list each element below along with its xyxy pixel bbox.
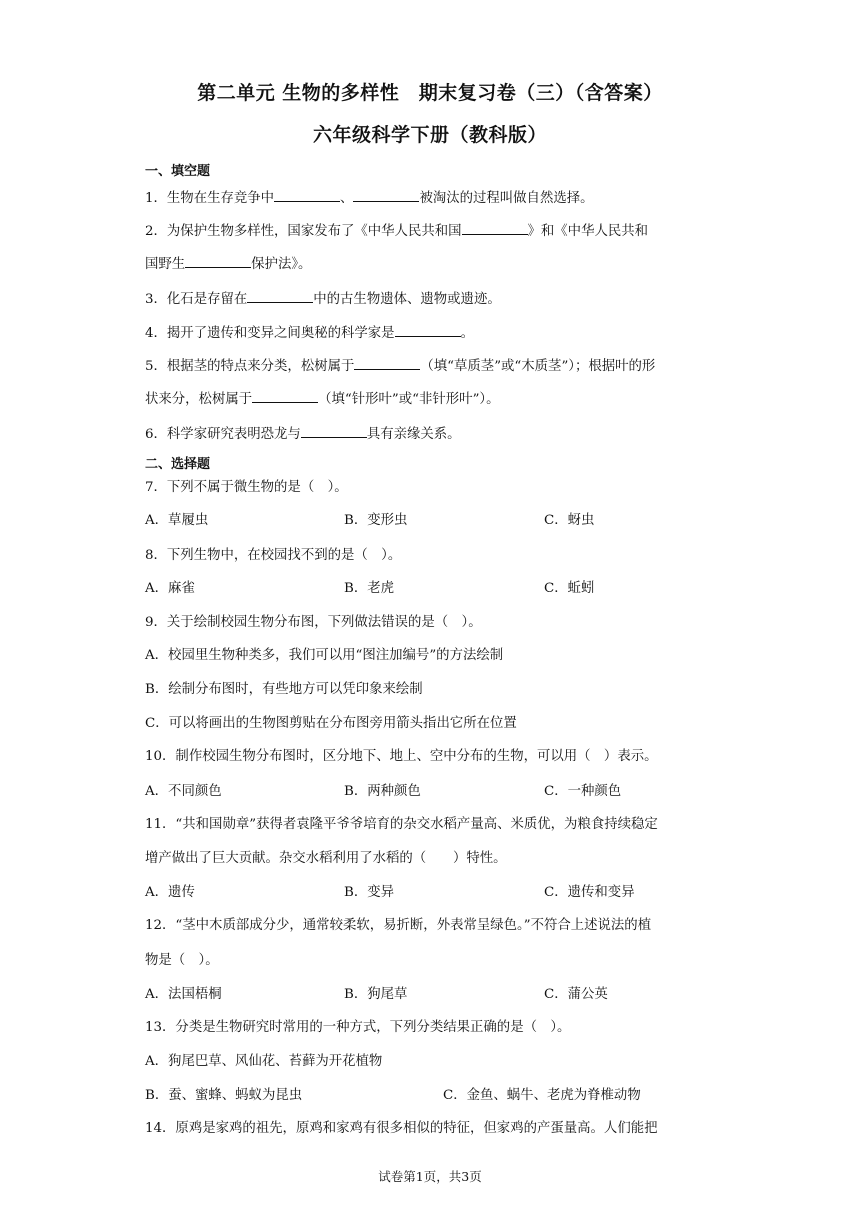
- question-9: 9．关于绘制校园生物分布图，下列做法错误的是（ ）。: [145, 615, 482, 630]
- answer-blank[interactable]: [247, 290, 313, 303]
- option-c[interactable]: C．可以将画出的生物图剪贴在分布图旁用箭头指出它所在位置: [145, 716, 517, 731]
- option-c[interactable]: C．蚯蚓: [544, 581, 595, 596]
- question-12-cont: 物是（ ）。: [145, 953, 219, 968]
- option-c[interactable]: C．一种颜色: [544, 784, 622, 799]
- question-2: 2．为保护生物多样性，国家发布了《中华人民共和国 》和《中华人民共和: [145, 224, 649, 239]
- option-b[interactable]: B．变形虫: [344, 513, 408, 528]
- option-c[interactable]: C．遗传和变异: [544, 885, 635, 900]
- question-7: 7．下列不属于微生物的是（ ）。: [145, 480, 348, 495]
- option-a[interactable]: A．法国梧桐: [145, 987, 222, 1002]
- question-2-cont: 国野生 保护法》。: [145, 257, 312, 272]
- option-b[interactable]: B．变异: [344, 885, 395, 900]
- option-b[interactable]: B．狗尾草: [344, 987, 408, 1002]
- question-6: 6．科学家研究表明恐龙与 具有亲缘关系。: [145, 427, 461, 442]
- section-heading-fill-blank: 一、填空题: [145, 164, 211, 179]
- question-14: 14．原鸡是家鸡的祖先，原鸡和家鸡有很多相似的特征，但家鸡的产蛋量高。人们能把: [145, 1121, 658, 1136]
- answer-blank[interactable]: [354, 357, 420, 370]
- option-b[interactable]: B．老虎: [344, 581, 395, 596]
- option-a[interactable]: A．狗尾巴草、风仙花、苔藓为开花植物: [145, 1054, 383, 1069]
- question-5-cont: 状来分，松树属于 （填“针形叶”或“非针形叶”）。: [145, 392, 500, 407]
- answer-blank[interactable]: [185, 255, 251, 268]
- question-11-cont: 增产做出了巨大贡献。杂交水稻利用了水稻的（ ）特性。: [145, 851, 507, 866]
- answer-blank[interactable]: [353, 189, 419, 202]
- answer-blank[interactable]: [301, 425, 367, 438]
- option-b[interactable]: B．绘制分布图时，有些地方可以凭印象来绘制: [145, 682, 423, 697]
- answer-blank[interactable]: [274, 189, 340, 202]
- page-footer: 试卷第1页，共3页: [378, 1169, 482, 1184]
- question-1: 1．生物在生存竞争中 、 被淘汰的过程叫做自然选择。: [145, 191, 594, 206]
- question-13: 13．分类是生物研究时常用的一种方式，下列分类结果正确的是（ ）。: [145, 1020, 571, 1035]
- answer-blank[interactable]: [395, 324, 461, 337]
- option-c[interactable]: C．金鱼、蜗牛、老虎为脊椎动物: [443, 1088, 641, 1103]
- page-title: 第二单元 生物的多样性 期末复习卷（三）（含答案）: [197, 82, 663, 104]
- question-4: 4．揭开了遗传和变异之间奥秘的科学家是 。: [145, 326, 474, 341]
- question-11: 11．“共和国勋章”获得者袁隆平爷爷培育的杂交水稻产量高、米质优，为粮食持续稳定: [145, 817, 658, 832]
- option-a[interactable]: A．草履虫: [145, 513, 209, 528]
- section-heading-multiple-choice: 二、选择题: [145, 457, 211, 472]
- question-8: 8．下列生物中，在校园找不到的是（ ）。: [145, 548, 402, 563]
- answer-blank[interactable]: [462, 222, 528, 235]
- option-b[interactable]: B．两种颜色: [344, 784, 421, 799]
- option-b[interactable]: B．蚕、蜜蜂、蚂蚁为昆虫: [145, 1088, 303, 1103]
- question-10: 10．制作校园生物分布图时，区分地下、地上、空中分布的生物，可以用（ ）表示。: [145, 749, 658, 764]
- option-c[interactable]: C．蚜虫: [544, 513, 595, 528]
- option-a[interactable]: A．麻雀: [145, 581, 195, 596]
- option-a[interactable]: A．不同颜色: [145, 784, 222, 799]
- option-a[interactable]: A．校园里生物种类多，我们可以用“图注加编号”的方法绘制: [145, 648, 504, 663]
- question-12: 12．“茎中木质部成分少，通常较柔软，易折断，外表常呈绿色。”不符合上述说法的植: [145, 918, 652, 933]
- answer-blank[interactable]: [252, 390, 318, 403]
- question-5: 5．根据茎的特点来分类，松树属于 （填“草质茎”或“木质茎”）；根据叶的形: [145, 359, 656, 374]
- option-c[interactable]: C．蒲公英: [544, 987, 608, 1002]
- page-subtitle: 六年级科学下册（教科版）: [312, 124, 547, 146]
- option-a[interactable]: A．遗传: [145, 885, 195, 900]
- question-3: 3．化石是存留在 中的古生物遗体、遗物或遗迹。: [145, 292, 501, 307]
